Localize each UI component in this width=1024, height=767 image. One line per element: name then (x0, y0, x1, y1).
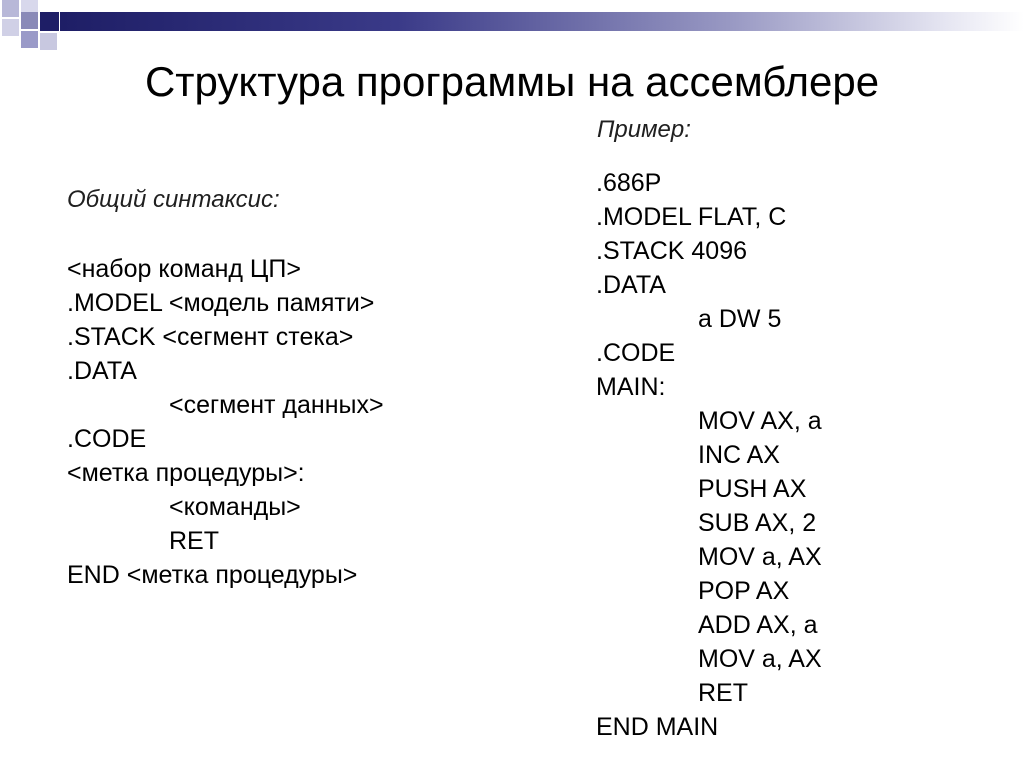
example-line: PUSH AX (698, 475, 807, 503)
syntax-line-model: .MODEL <модель памяти> (67, 289, 375, 317)
example-line: .MODEL FLAT, C (596, 203, 787, 231)
example-line: ADD AX, a (698, 611, 818, 639)
example-line: POP AX (698, 577, 790, 605)
example-line: .STACK 4096 (596, 237, 748, 265)
example-line: RET (698, 679, 748, 707)
syntax-line-end: END <метка процедуры> (67, 561, 358, 589)
example-code-block (596, 166, 822, 744)
syntax-line-proc-label: <метка процедуры>: (67, 459, 305, 487)
general-syntax-heading: Общий синтаксис: (67, 186, 280, 213)
example-line: a DW 5 (698, 305, 782, 333)
example-line: .686P (596, 169, 662, 197)
syntax-line-cpu-set: <набор команд ЦП> (67, 255, 301, 283)
example-line: END MAIN (596, 713, 719, 741)
syntax-line-stack: .STACK <сегмент стека> (67, 323, 354, 351)
example-line: INC AX (698, 441, 780, 469)
example-line: MOV AX, a (698, 407, 822, 435)
example-line: MOV a, AX (698, 645, 822, 673)
syntax-line-ret: RET (169, 527, 219, 555)
syntax-line-code: .CODE (67, 425, 147, 453)
syntax-line-data: .DATA (67, 357, 137, 385)
example-line: MOV a, AX (698, 543, 822, 571)
syntax-line-data-segment: <сегмент данных> (169, 391, 384, 419)
general-syntax-block (67, 252, 384, 592)
example-line: SUB AX, 2 (698, 509, 817, 537)
slide-title: Структура программы на ассемблере (144, 58, 880, 105)
example-line: .DATA (596, 271, 666, 299)
example-line: MAIN: (596, 373, 666, 401)
example-heading: Пример: (597, 116, 691, 143)
decorative-header-bar (60, 12, 1024, 31)
syntax-line-commands: <команды> (169, 493, 301, 521)
example-line: .CODE (596, 339, 676, 367)
